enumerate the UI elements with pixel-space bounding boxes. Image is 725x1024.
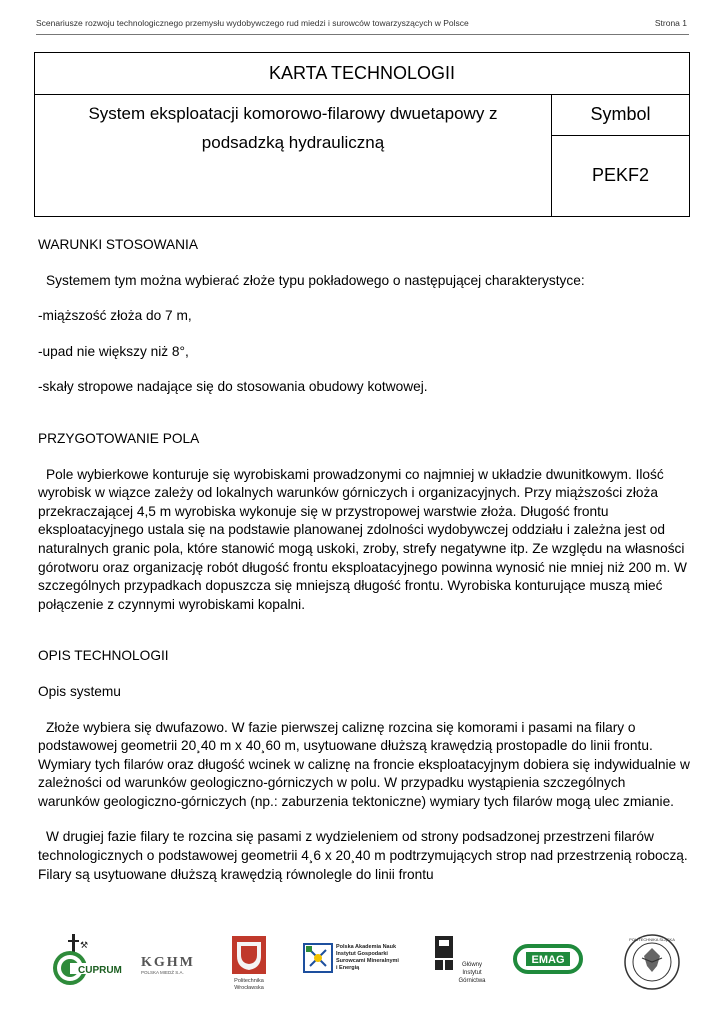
pan-line4: i Energią xyxy=(336,965,360,971)
pwr-logo xyxy=(225,932,275,992)
polsl-logo xyxy=(622,932,682,992)
przygotowanie-paragraph: Pole wybierkowe konturuje się wyrobiskami prowadzonymi co najmniej w układzie dwunitkowym. Ilość wyrobisk w wiązce zależy od lokalnych warunków górniczych i organizacyjnych. Przy miąższości złoża przekraczającej 4,5 m wyrobiska wykonuje się w przystropowej warstwie złoża. Długość frontu eksploatacyjnego ustala się na podstawie planowanej zdolności wydobywczej oddziału i zależna jest od naturalnych granic pola, które stanowić mogą uskoki, zroby, strefy negatywne itp. Ze względu na własności górotworu oraz organizację robót długość frontu eksploatacyjnego powinna wynosić nie mniej niż 200 m. W szczególnych przypadkach dopuszcza się mniejszą długość frontu. Wyrobiska konturujące muszą mieć połączenie z czynnymi wyrobiskami kopalni. xyxy=(38,466,687,612)
polsl-ring-text: POLITECHNIKA ŚLĄSKA xyxy=(629,937,675,942)
opis-paragraph: W drugiej fazie filary te rozcina się pasami z wydzieleniem od strony podsadzonej przestrzeni filarów technologicznych o podstawowej geometrii 4¸6 x 20¸40 m podtrzymujących strop nad przestrzenią roboczą. Filary są usytuowane dłuższą krawędzią równolegle do linii frontu xyxy=(38,829,688,882)
kghm-text: KGHM xyxy=(141,955,195,970)
warunki-item: -miąższość złoża do 7 m, xyxy=(38,308,192,324)
pan-line1: Polska Akademia Nauk xyxy=(336,944,397,950)
symbol-label: Symbol xyxy=(552,94,689,136)
gig-line3: Górnictwa xyxy=(458,978,486,984)
document-body xyxy=(38,236,690,884)
warunki-item: -skały stropowe nadające się do stosowania obudowy kotwowej. xyxy=(38,379,428,395)
opis-subheading: Opis systemu xyxy=(38,683,121,699)
section-heading-opis: OPIS TECHNOLOGII xyxy=(38,648,169,664)
pan-line3: Surowcami Mineralnymi xyxy=(336,958,399,964)
cuprum-text: CUPRUM xyxy=(78,965,122,976)
gig-logo xyxy=(430,932,490,992)
pan-line2: Instytut Gospodarki xyxy=(336,951,388,957)
section-heading-warunki: WARUNKI STOSOWANIA xyxy=(38,237,198,252)
opis-paragraph: Złoże wybiera się dwufazowo. W fazie pierwszej caliznę rozcina się komorami i pasami na filary o podstawowej geometrii 20¸40 m x 40¸60 m, usytuowane dłuższą krawędzią prostopadle do linii frontu. Wymiary tych filarów oraz długość wcinek w caliznę na froncie eksploatacyjnym dobiera się indywidualnie w zależności od warunków geologiczno-górniczych w polu. W przypadku wystąpienia szczególnych warunków geologiczno-górniczych (np.: zaburzenia tektoniczne) wymiary tych filarów mogą ulec zmianie. xyxy=(38,719,690,809)
header-title: Scenariusze rozwoju technologicznego przemysłu wydobywczego rud miedzi i surowców towarzyszących w Polsce xyxy=(36,18,469,28)
page-header xyxy=(36,18,689,35)
pwr-line1: Politechnika xyxy=(234,978,264,984)
card-description: System eksploatacji komorowo-filarowy dwuetapowy z podsadzką hydrauliczną xyxy=(35,94,552,216)
card-title: KARTA TECHNOLOGII xyxy=(35,53,689,95)
page-number: Strona 1 xyxy=(654,18,687,28)
gig-line2: Instytut xyxy=(462,970,482,976)
technology-card xyxy=(34,52,690,217)
kghm-subtext: POLSKA MIEDŹ S.A. xyxy=(141,970,184,975)
kghm-logo xyxy=(138,932,208,988)
cuprum-logo xyxy=(50,932,130,988)
pwr-line2: Wrocławska xyxy=(234,985,264,991)
emag-text: EMAG xyxy=(531,954,565,966)
pan-logo xyxy=(302,932,412,988)
emag-logo xyxy=(512,932,584,988)
symbol-value: PEKF2 xyxy=(591,165,650,185)
warunki-item: -upad nie większy niż 8°, xyxy=(38,343,189,359)
gig-line1: Główny xyxy=(461,962,483,968)
warunki-intro: Systemem tym można wybierać złoże typu pokładowego o następującej charakterystyce: xyxy=(46,272,585,288)
section-heading-przygotowanie: PRZYGOTOWANIE POLA xyxy=(38,430,200,446)
partner-logos xyxy=(40,932,695,992)
svg-text:⚒: ⚒ xyxy=(80,941,89,951)
